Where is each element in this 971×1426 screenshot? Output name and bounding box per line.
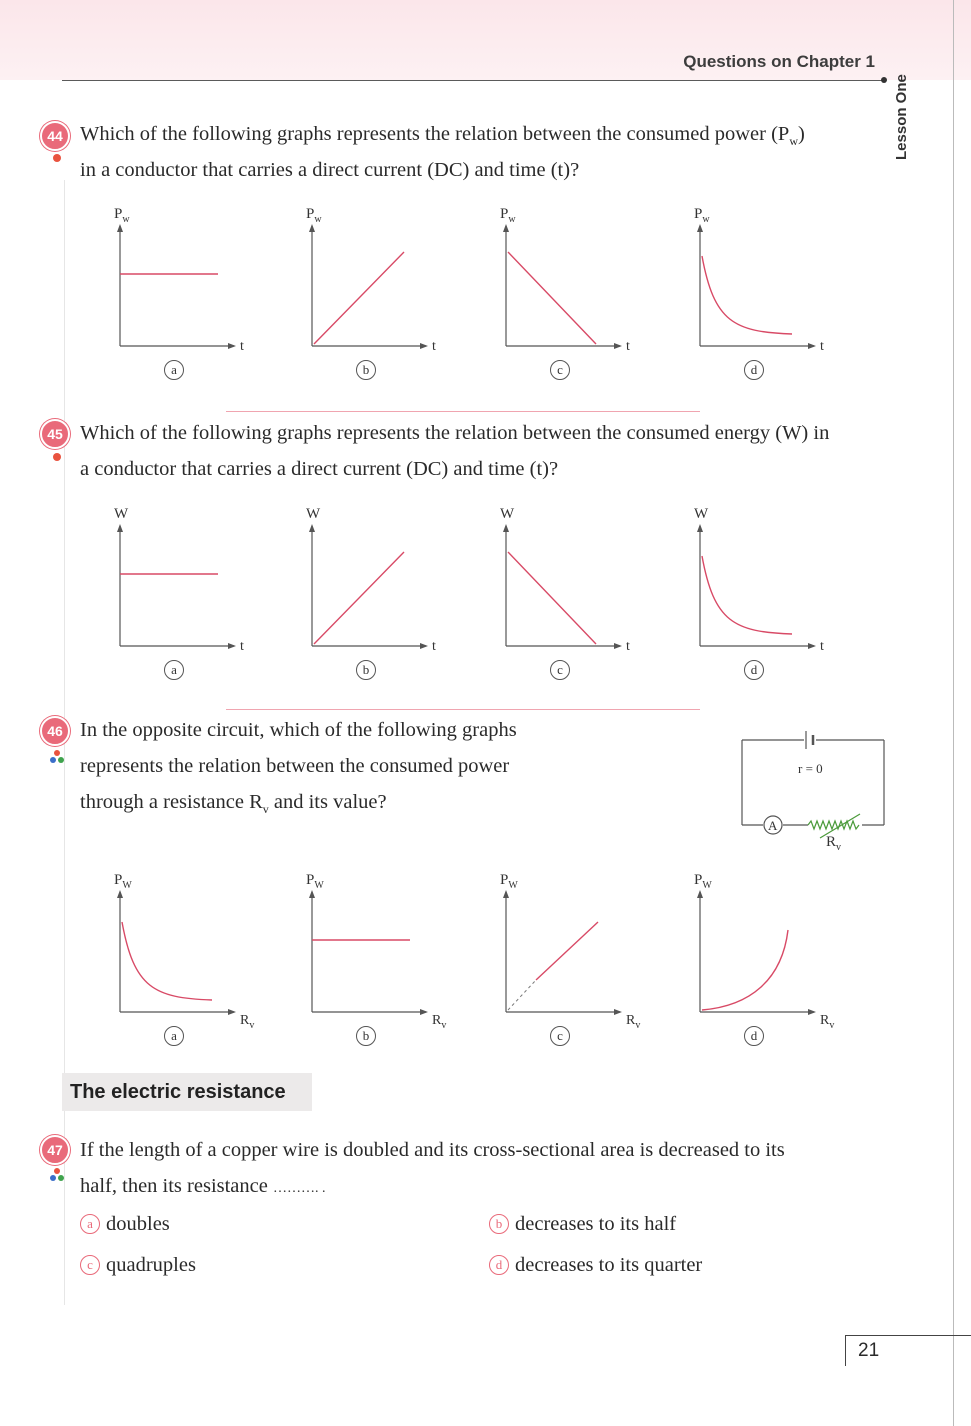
separator [226, 709, 700, 710]
x-axis-label: t [240, 339, 244, 354]
graph-c [492, 504, 642, 654]
x-axis-label: $R_v$ [820, 1013, 835, 1031]
question-47-line-2: half, then its resistance ………. . [80, 1175, 326, 1197]
option-c[interactable]: c quadruples [80, 1254, 196, 1277]
graph-curve [314, 252, 404, 344]
x-axis-label: $R_v$ [626, 1013, 641, 1031]
y-axis-label: $P_w$ [694, 206, 710, 225]
y-axis-arrow-icon [697, 224, 703, 232]
graph-curve [314, 552, 404, 644]
difficulty-dot-icon [53, 154, 61, 162]
y-axis-label: W [500, 506, 515, 522]
question-45-line-2: a conductor that carries a direct current (DC) and time (t)? [80, 458, 559, 480]
graph-option-a[interactable]: a [164, 360, 184, 380]
y-axis-arrow-icon [117, 224, 123, 232]
x-axis-arrow-icon [228, 643, 236, 649]
question-45-number: 45 [40, 419, 70, 449]
graph-curve [536, 922, 598, 980]
difficulty-dots-icon [50, 750, 64, 764]
graph-option-d[interactable]: d [744, 360, 764, 380]
graph-dashed-start [508, 980, 536, 1010]
question-46-line-3: through a resistance $R_v$ and its value? [80, 791, 387, 817]
y-axis-label: $P_W$ [306, 872, 324, 891]
graph-b [298, 870, 448, 1031]
rheostat-label: $R_v$ [826, 834, 842, 853]
option-letter: b [489, 1214, 509, 1234]
x-axis-arrow-icon [808, 643, 816, 649]
question-46-line-2: represents the relation between the consumed power [80, 755, 510, 777]
x-axis-arrow-icon [808, 1009, 816, 1015]
x-axis-label: t [432, 639, 436, 654]
y-axis-arrow-icon [697, 524, 703, 532]
graph-option-b[interactable]: b [356, 660, 376, 680]
graph-curve [508, 552, 596, 644]
option-letter: c [80, 1255, 100, 1275]
y-axis-label: W [694, 506, 709, 522]
graph-c [492, 204, 642, 354]
question-46-line-1: In the opposite circuit, which of the following graphs [80, 719, 517, 741]
graph-option-b[interactable]: b [356, 360, 376, 380]
page-number: 21 [845, 1335, 971, 1366]
graph-option-a[interactable]: a [164, 1026, 184, 1046]
y-axis-arrow-icon [697, 890, 703, 898]
x-axis-label: t [626, 639, 630, 654]
question-44-line-2: in a conductor that carries a direct current (DC) and time (t)? [80, 159, 580, 181]
ammeter-label: A [768, 818, 778, 833]
x-axis-label: t [432, 339, 436, 354]
graph-d [686, 204, 836, 354]
x-axis-arrow-icon [614, 643, 622, 649]
x-axis-arrow-icon [228, 343, 236, 349]
graph-b [298, 204, 448, 354]
graph-a [106, 204, 256, 354]
graph-a [106, 504, 256, 654]
graph-option-a[interactable]: a [164, 660, 184, 680]
circuit-diagram [738, 728, 890, 858]
x-axis-label: t [820, 639, 824, 654]
y-axis-arrow-icon [503, 524, 509, 532]
x-axis-label: $R_v$ [240, 1013, 255, 1031]
x-axis-arrow-icon [420, 643, 428, 649]
x-axis-label: t [240, 639, 244, 654]
graph-option-d[interactable]: d [744, 1026, 764, 1046]
battery-icon [806, 731, 813, 749]
graph-d [686, 504, 836, 654]
option-a[interactable]: a doubles [80, 1213, 170, 1236]
y-axis-arrow-icon [309, 524, 315, 532]
x-axis-arrow-icon [614, 1009, 622, 1015]
difficulty-dot-icon [53, 453, 61, 461]
x-axis-label: $R_v$ [432, 1013, 447, 1031]
separator [226, 411, 700, 412]
graph-c [492, 870, 642, 1031]
graph-option-b[interactable]: b [356, 1026, 376, 1046]
graph-curve [702, 256, 792, 334]
graph-curve [122, 922, 212, 1000]
option-letter: a [80, 1214, 100, 1234]
right-margin-line [953, 0, 954, 1426]
graph-b [298, 504, 448, 654]
graph-option-c[interactable]: c [550, 1026, 570, 1046]
y-axis-label: $P_w$ [114, 206, 130, 225]
header-rule-dot [881, 77, 887, 83]
internal-resistance-label: r = 0 [798, 761, 823, 776]
graph-a [106, 870, 256, 1031]
y-axis-label: W [306, 506, 321, 522]
x-axis-label: t [820, 339, 824, 354]
y-axis-label: $P_w$ [500, 206, 516, 225]
rheostat-icon [808, 821, 859, 829]
x-axis-label: t [626, 339, 630, 354]
x-axis-arrow-icon [808, 343, 816, 349]
question-46-number: 46 [40, 716, 70, 746]
graph-curve [702, 556, 792, 634]
y-axis-label: $P_W$ [500, 872, 518, 891]
y-axis-arrow-icon [309, 890, 315, 898]
x-axis-arrow-icon [420, 1009, 428, 1015]
option-d[interactable]: d decreases to its quarter [489, 1254, 702, 1277]
graph-option-d[interactable]: d [744, 660, 764, 680]
question-47-line-1: If the length of a copper wire is doubled and its cross-sectional area is decreased to its [80, 1139, 785, 1161]
y-axis-arrow-icon [117, 524, 123, 532]
y-axis-arrow-icon [117, 890, 123, 898]
section-title: The electric resistance [62, 1073, 312, 1111]
question-45-line-1: Which of the following graphs represents the relation between the consumed energy (W) in [80, 422, 830, 444]
y-axis-arrow-icon [503, 890, 509, 898]
y-axis-label: $P_W$ [114, 872, 132, 891]
option-letter: d [489, 1255, 509, 1275]
x-axis-arrow-icon [420, 343, 428, 349]
y-axis-label: W [114, 506, 129, 522]
header-rule [62, 80, 884, 81]
question-47-number: 47 [40, 1135, 70, 1165]
chapter-title: Questions on Chapter 1 [683, 52, 875, 71]
x-axis-arrow-icon [614, 343, 622, 349]
graph-d [686, 870, 836, 1031]
option-b[interactable]: b decreases to its half [489, 1213, 676, 1236]
x-axis-arrow-icon [228, 1009, 236, 1015]
question-44-number: 44 [40, 121, 70, 151]
difficulty-dots-icon [50, 1168, 64, 1182]
graph-option-c[interactable]: c [550, 660, 570, 680]
question-44-line-1: Which of the following graphs represents the relation between the consumed power $(P_w)$ [80, 123, 805, 149]
graph-curve [702, 930, 788, 1010]
graph-option-c[interactable]: c [550, 360, 570, 380]
y-axis-label: $P_W$ [694, 872, 712, 891]
y-axis-arrow-icon [309, 224, 315, 232]
lesson-side-tab: Lesson One [893, 74, 910, 160]
y-axis-label: $P_w$ [306, 206, 322, 225]
graph-curve [508, 252, 596, 344]
y-axis-arrow-icon [503, 224, 509, 232]
